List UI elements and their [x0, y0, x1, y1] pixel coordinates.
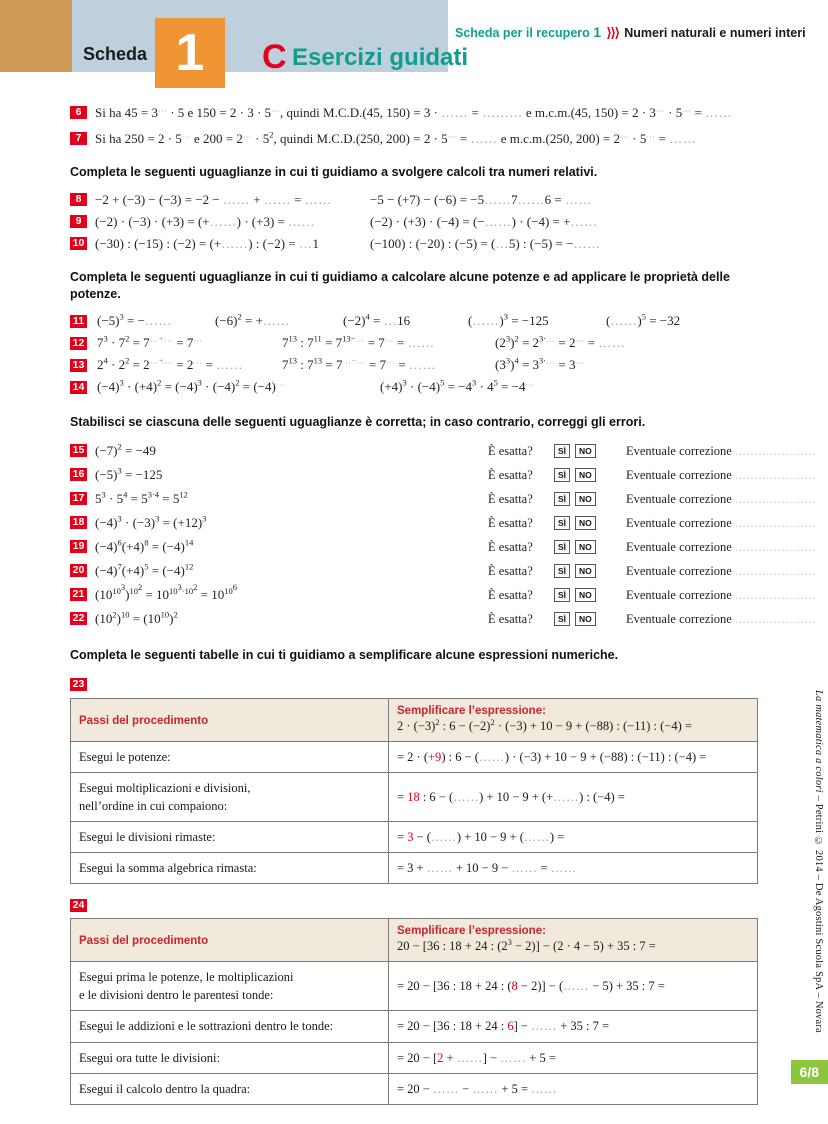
exercise-number-badge: 16: [70, 468, 87, 481]
copyright-rest: – Petrini © 2014 – De Agostini Scuola SpA – Novara: [813, 792, 824, 1033]
table-row: [71, 1073, 758, 1104]
yes-button[interactable]: SÌ: [554, 492, 570, 506]
table-row: [71, 962, 758, 1011]
no-button[interactable]: NO: [575, 540, 596, 554]
truefalse-options: [554, 516, 626, 530]
table-header-expression-body: $2 \cdot (-3)^2$ : $6 - (-2)^2 \cdot (-3) + 10 - 9 + (-88)$ : (−11) : (−4) =: [397, 716, 692, 733]
table-row: [71, 1011, 758, 1042]
exercise-item: [70, 354, 790, 376]
truefalse-options: [554, 444, 626, 458]
truefalse-expression-cell: [70, 466, 488, 484]
correction-blank[interactable]: …………………: [734, 541, 817, 554]
no-button[interactable]: NO: [575, 468, 596, 482]
exercise-expression: $(-5)^3$ = −……: [97, 311, 172, 329]
chevron-right-icon: ⟩⟩⟩: [606, 25, 619, 40]
exercise-item: [70, 233, 790, 255]
exercise-cell: [97, 334, 282, 352]
table-header-steps: Passi del procedimento: [71, 698, 389, 741]
exercise-number-badge: 21: [70, 588, 87, 601]
instruction-tabelle: Completa le seguenti tabelle in cui ti guidiamo a semplificare alcune espressioni numeriche.: [70, 648, 619, 662]
exercise-expression: $(-4)^3 \cdot (+4)^2 = (-4)^3 \cdot (-4)^2 = (-4)^\dots$: [97, 377, 285, 395]
table-header-expression-title: Semplificare l’espressione:: [397, 925, 546, 938]
truefalse-row: [70, 581, 817, 607]
truefalse-question-label: È esatta?: [488, 611, 533, 626]
table-row: [71, 741, 758, 772]
no-button[interactable]: NO: [575, 492, 596, 506]
correction-blank[interactable]: …………………: [734, 493, 817, 506]
procedure-table-block: [0, 676, 790, 885]
exercise-badge-cell: [70, 312, 97, 330]
exercise-badge-cell: [70, 378, 97, 396]
no-button[interactable]: NO: [575, 516, 596, 530]
truefalse-expression-cell: [70, 610, 488, 628]
breadcrumb-number: 1: [593, 24, 602, 40]
exercise-number-badge: 24: [70, 899, 87, 912]
exercise-expression: $(3^3)^4 = 3^{3\cdot\dots} = 3^\dots$: [495, 355, 585, 373]
exercise-number-badge: 11: [70, 315, 87, 328]
exercise-expression: $(+4)^3 \cdot (-4)^5 = -4^3 \cdot 4^5 = -4^\dots$: [380, 377, 535, 395]
exercise-number-badge: 19: [70, 540, 87, 553]
exercise-cell: [282, 356, 495, 374]
table-cell-expression[interactable]: = 20 − …… − …… + 5 = ……: [389, 1073, 758, 1104]
table-header-expression-title: Semplificare l’espressione:: [397, 704, 546, 717]
exercise-expression: $2^4 \cdot 2^2 = 2^{\dots+\dots} = 2^\dots$ = ……: [97, 355, 244, 373]
yes-button[interactable]: SÌ: [554, 444, 570, 458]
table-cell-step: Esegui le divisioni rimaste:: [71, 822, 389, 853]
exercise-left-column: [70, 213, 370, 231]
correction-blank[interactable]: …………………: [734, 565, 817, 578]
exercise-number-badge: 15: [70, 444, 87, 457]
truefalse-expression-cell: [70, 581, 488, 604]
table-cell-step: Esegui prima le potenze, le moltiplicazioni e le divisioni dentro le parentesi tonde:: [71, 962, 389, 1011]
truefalse-options: [554, 492, 626, 506]
procedure-table-block: [0, 896, 790, 1105]
scheda-number-badge: [155, 18, 225, 88]
scheda-number: 1: [175, 24, 205, 82]
exercise-item: [70, 310, 790, 332]
tables-group: [0, 676, 790, 1105]
exercise-cell: [343, 312, 468, 330]
exercise-expression: (……)$^3$ = −125: [468, 311, 549, 329]
exercise-expression-left: (−30) : (−15) : (−2) = (+……) : (−2) = …1: [95, 235, 319, 251]
truefalse-row: [70, 559, 817, 583]
exercise-expression: (……)$^5$ = −32: [606, 311, 681, 329]
correction-field[interactable]: Eventuale correzione …………………: [626, 491, 817, 506]
table-cell-step: Esegui il calcolo dentro la quadra:: [71, 1073, 389, 1104]
yes-button[interactable]: SÌ: [554, 564, 570, 578]
exercise-left-column: [70, 191, 370, 209]
exercise-expression: $(10^{10^3})^{10^2} = 10^{10^3\cdot 10^2} = 10^{10^6}$: [95, 581, 237, 602]
copyright-sidebar: [806, 690, 824, 1060]
exercise-number-badge: 6: [70, 106, 87, 119]
exercise-item: [70, 332, 790, 354]
exercise-number-badge: 17: [70, 492, 87, 505]
table-cell-expression[interactable]: = 20 − [36 : 18 + 24 : (8 − 2)] − (…… − 5) + 35 : 7 =: [389, 962, 758, 1011]
exercise-expression: $(-4)^3 \cdot (-3)^3 = (+12)^3$: [95, 513, 207, 530]
correction-field[interactable]: Eventuale correzione …………………: [626, 443, 817, 458]
exercise-number-badge: 9: [70, 215, 87, 228]
table-header-expression: [389, 698, 758, 741]
no-button[interactable]: NO: [575, 444, 596, 458]
exercise-item: [70, 211, 790, 233]
truefalse-expression-cell: [70, 562, 488, 580]
truefalse-question-label: È esatta?: [488, 539, 533, 554]
breadcrumb: [455, 24, 806, 41]
truefalse-expression-cell: [70, 538, 488, 556]
table-cell-step: Esegui ora tutte le divisioni:: [71, 1042, 389, 1073]
truefalse-options: [554, 612, 626, 626]
table-cell-step: Esegui le potenze:: [71, 741, 389, 772]
breadcrumb-subject: Numeri naturali e numeri interi: [624, 26, 806, 40]
no-button[interactable]: NO: [575, 612, 596, 626]
truefalse-options: [554, 468, 626, 482]
truefalse-row: [70, 535, 817, 559]
exercise-number-badge: 22: [70, 612, 87, 625]
yes-button[interactable]: SÌ: [554, 516, 570, 530]
truefalse-expression-cell: [70, 490, 488, 508]
table-header-row: [71, 919, 758, 962]
table-cell-step: Esegui le addizioni e le sottrazioni dentro le tonde:: [71, 1011, 389, 1042]
exercise-number-badge: 7: [70, 132, 87, 145]
exercise-expression-right: (−100) : (−20) : (−5) = (…5) : (−5) = −……: [370, 235, 601, 251]
yes-button[interactable]: SÌ: [554, 468, 570, 482]
exercise-right-column: [370, 191, 790, 209]
correction-field[interactable]: Eventuale correzione …………………: [626, 611, 817, 626]
table-row: [71, 1042, 758, 1073]
page-title: Esercizi guidati: [292, 44, 469, 71]
exercise-expression-right: (−2) · (+3) · (−4) = (−……) · (−4) = +……: [370, 213, 598, 229]
exercise-cell: [606, 312, 726, 330]
exercise-cell: [97, 378, 380, 396]
table-cell-expression[interactable]: = 3 − (……) + 10 − 9 + (……) =: [389, 822, 758, 853]
page-header: [0, 0, 828, 88]
exercise-number-badge: 23: [70, 678, 87, 691]
exercise-badge-cell: [70, 356, 97, 374]
truefalse-row: [70, 511, 817, 535]
correction-field[interactable]: Eventuale correzione …………………: [626, 563, 817, 578]
exercise-number-badge: 14: [70, 381, 87, 394]
truefalse-question-label: È esatta?: [488, 563, 533, 578]
exercise-expression: Si ha 45 = 3… · 5 e 150 = 2 · 3 · 5…, quindi M.C.D.(45, 150) = 3 · …… = ……… e m.c.m.(45, 150) = 2 · 3… · 5… = ……: [95, 103, 733, 120]
truefalse-question-label: È esatta?: [488, 467, 533, 482]
exercise-cell: [468, 312, 606, 330]
yes-button[interactable]: SÌ: [554, 588, 570, 602]
exercise-cell: [495, 356, 695, 374]
table-row: [71, 822, 758, 853]
exercise-expression: $(2^3)^2 = 2^{3\cdot\dots} = 2^\dots$ = ……: [495, 333, 626, 351]
exercise-expression: $7^{13}$ : $7^{11} = 7^{13-\dots} = 7^\dots$ = ……: [282, 333, 435, 351]
correction-field[interactable]: Eventuale correzione …………………: [626, 515, 817, 530]
truefalse-options: [554, 588, 626, 602]
exercise-item: [70, 189, 790, 211]
section-letter: C: [262, 38, 287, 76]
yes-button[interactable]: SÌ: [554, 612, 570, 626]
exercise-expression: $(-2)^4$ = …16: [343, 311, 411, 329]
exercise-cell: [282, 334, 495, 352]
exercise-number-badge: 13: [70, 359, 87, 372]
exercise-cell: [495, 334, 695, 352]
truefalse-question-label: È esatta?: [488, 587, 533, 602]
table-header-expression-body: 20 − [36 : 18 + 24 : $(2^3 - 2)] - (2 \cdot 4 - 5) + 35$ : 7 =: [397, 937, 656, 954]
table-cell-step: Esegui la somma algebrica rimasta:: [71, 853, 389, 884]
exercise-item: [70, 102, 790, 124]
exercise-cell: [97, 356, 282, 374]
table-cell-expression[interactable]: = 3 + …… + 10 − 9 − …… = ……: [389, 853, 758, 884]
table-header-steps: Passi del procedimento: [71, 919, 389, 962]
truefalse-question-label: È esatta?: [488, 443, 533, 458]
page-number-badge: 6/8: [791, 1060, 828, 1084]
exercise-expression: $(10^2)^{10} = (10^{10})^2$: [95, 609, 178, 626]
procedure-table: [70, 918, 758, 1105]
exercise-item: [70, 128, 790, 150]
exercise-expression: $(-4)^7(+4)^5 = (-4)^{12}$: [95, 561, 194, 578]
exercise-expression: $7^{13}$ : $7^{13} = 7^{\dots-\dots} = 7^\dots$ = ……: [282, 355, 436, 373]
correction-blank[interactable]: …………………: [734, 469, 817, 482]
exercises-top-group: [0, 102, 790, 150]
scheda-label: Scheda: [82, 44, 148, 64]
truefalse-row: [70, 607, 817, 631]
exercise-number-badge: 18: [70, 516, 87, 529]
table-cell-expression[interactable]: = 2 · (+9) : 6 − (……) · (−3) + 10 − 9 + (−88) : (−11) : (−4) =: [389, 741, 758, 772]
no-button[interactable]: NO: [575, 564, 596, 578]
exercise-number-badge: 20: [70, 564, 87, 577]
correction-field[interactable]: Eventuale correzione …………………: [626, 539, 817, 554]
table-cell-step: Esegui moltiplicazioni e divisioni, nell’ordine in cui compaiono:: [71, 773, 389, 822]
exercise-expression-left: (−2) · (−3) · (+3) = (+……) · (+3) = ……: [95, 213, 316, 229]
truefalse-options: [554, 540, 626, 554]
table-number-badge-wrap: [70, 676, 790, 694]
yes-button[interactable]: SÌ: [554, 540, 570, 554]
exercise-expression: $5^3 \cdot 5^4 = 5^{3\cdot 4} = 5^{12}$: [95, 489, 188, 506]
instruction-potenze: Completa le seguenti uguaglianze in cui ti guidiamo a calcolare alcune potenze e ad applicare le proprietà delle potenze.: [70, 269, 730, 301]
truefalse-expression-cell: [70, 514, 488, 532]
exercise-expression-right: −5 − (+7) − (−6) = −5……7……6 = ……: [370, 191, 592, 207]
exercise-expression: $(-5)^3 = -125$: [95, 465, 163, 482]
truefalse-options: [554, 564, 626, 578]
exercises-potenze-group: [0, 310, 790, 398]
table-cell-expression[interactable]: = 18 : 6 − (……) + 10 − 9 + (+……) : (−4) =: [389, 773, 758, 822]
exercises-truefalse-group: [0, 439, 817, 631]
breadcrumb-prefix: Scheda per il recupero: [455, 26, 590, 40]
exercise-number-badge: 12: [70, 337, 87, 350]
exercise-expression: $7^3 \cdot 7^2 = 7^{\dots+\dots} = 7^\dots$: [97, 333, 203, 351]
truefalse-question-label: È esatta?: [488, 491, 533, 506]
correction-field[interactable]: Eventuale correzione …………………: [626, 467, 817, 482]
exercise-cell: [97, 312, 215, 330]
truefalse-row: [70, 463, 817, 487]
exercise-badge-cell: [70, 334, 97, 352]
exercise-expression-left: −2 + (−3) − (−3) = −2 − …… + …… = ……: [95, 191, 332, 207]
exercise-expression: Si ha 250 = 2 · 5… e $200 = 2^\dots \cdot 5^2$, quindi M.C.D.(250, 200) = 2 · 5… = …… e m.c.m.(250, 200) = 2… · 5… = ……: [95, 129, 697, 146]
truefalse-row: [70, 487, 817, 511]
correction-blank[interactable]: …………………: [734, 613, 817, 626]
table-row: [71, 773, 758, 822]
table-row: [71, 853, 758, 884]
exercises-relativi-group: [0, 189, 790, 255]
copyright-title: La matematica a colori: [813, 690, 824, 793]
exercise-left-column: [70, 235, 370, 253]
correction-blank[interactable]: …………………: [734, 517, 817, 530]
exercise-item: [70, 376, 790, 398]
table-header-expression: [389, 919, 758, 962]
truefalse-row: [70, 439, 817, 463]
exercise-cell: [380, 378, 680, 396]
table-header-row: [71, 698, 758, 741]
exercise-number-badge: 8: [70, 193, 87, 206]
instruction-relativi: Completa le seguenti uguaglianze in cui ti guidiamo a svolgere calcoli tra numeri relativi.: [70, 165, 598, 179]
exercise-right-column: [370, 213, 790, 231]
exercise-right-column: [370, 235, 790, 253]
exercise-cell: [215, 312, 343, 330]
procedure-table: [70, 698, 758, 885]
correction-field[interactable]: Eventuale correzione …………………: [626, 587, 817, 602]
exercise-expression: $(-4)^6(+4)^8 = (-4)^{14}$: [95, 537, 194, 554]
truefalse-question-label: È esatta?: [488, 515, 533, 530]
header-tan-block: [0, 0, 72, 72]
exercise-number-badge: 10: [70, 237, 87, 250]
truefalse-expression-cell: [70, 442, 488, 460]
table-cell-expression[interactable]: = 20 − [36 : 18 + 24 : 6] − …… + 35 : 7 =: [389, 1011, 758, 1042]
table-number-badge-wrap: [70, 896, 790, 914]
exercise-expression: $(-6)^2$ = +……: [215, 311, 290, 329]
correction-blank[interactable]: …………………: [734, 445, 817, 458]
exercise-expression: $(-7)^2 = -49$: [95, 441, 156, 458]
correction-blank[interactable]: …………………: [734, 589, 817, 602]
no-button[interactable]: NO: [575, 588, 596, 602]
instruction-stabilisci: Stabilisci se ciascuna delle seguenti uguaglianze è corretta; in caso contrario, correggi gli errori.: [70, 415, 646, 430]
table-cell-expression[interactable]: = 20 − [2 + ……] − …… + 5 =: [389, 1042, 758, 1073]
